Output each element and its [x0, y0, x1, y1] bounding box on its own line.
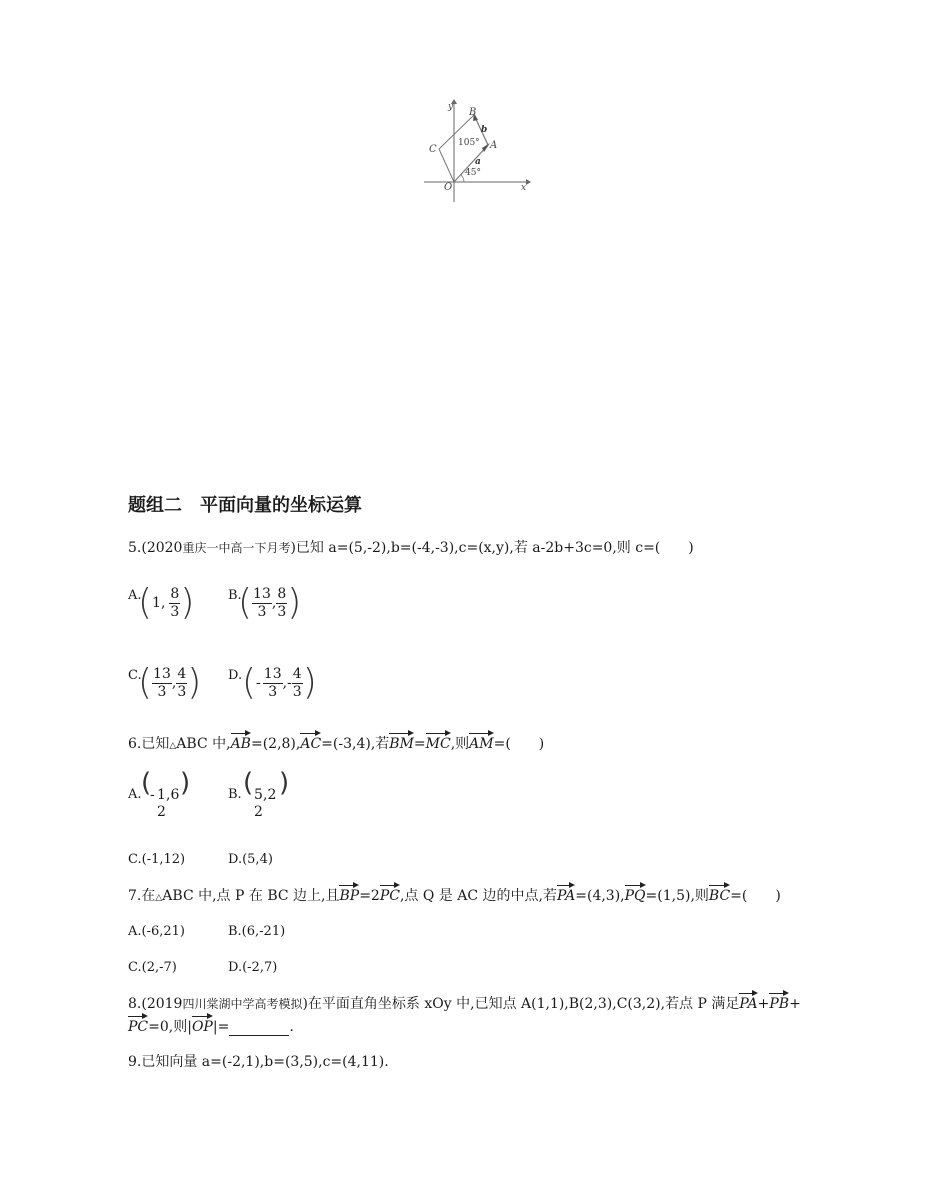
denominator: 3 [268, 683, 278, 700]
minus: - [256, 675, 261, 691]
text: =(-3,4),若 [321, 736, 390, 752]
vector-OP: OP [191, 1019, 213, 1035]
denominator: 3 [277, 603, 287, 620]
angle-45-label: 45° [465, 168, 481, 178]
q5-A-fraction [169, 586, 180, 621]
vector-PB: PB [769, 996, 790, 1012]
vector-PC: PC [128, 1019, 149, 1035]
denominator: 3 [177, 683, 187, 700]
q7-option-C: C.(2,-7) [128, 960, 177, 975]
vector-PC: PC [379, 888, 400, 904]
q5-option-A [138, 582, 195, 623]
plus: + [757, 996, 770, 1012]
q6-A-rest: ,6 [166, 787, 180, 803]
q5-option-D-label: D. [228, 668, 243, 683]
numerator: 13 [153, 665, 171, 682]
vector-AC: AC [300, 736, 322, 752]
q6-A-minus: - [150, 787, 155, 803]
q5-B-fraction-1 [252, 586, 272, 621]
q6-A-den: 2 [157, 804, 166, 820]
vector-PA: PA [739, 996, 758, 1012]
q5-option-C [138, 662, 202, 703]
q5-option-B-label: B. [228, 588, 242, 603]
text: ,点 Q 是 AC 边的中点,若 [399, 888, 557, 904]
text: ,则 [450, 736, 470, 752]
question-6 [128, 735, 544, 755]
numerator: 13 [253, 585, 271, 602]
q7-option-B: B.(6,-21) [228, 924, 286, 939]
right-paren: ) [302, 662, 317, 703]
question-8-line-2 [128, 1018, 294, 1036]
vector-BC: BC [708, 888, 731, 904]
left-paren: ( [242, 662, 257, 703]
text: )在平面直角坐标系 xOy 中,已知点 A(1,1),B(2,3),C(3,2),若点 P 满足 [302, 996, 740, 1012]
label-B: B [469, 107, 477, 118]
vector-figure [420, 98, 532, 204]
numerator: 4 [292, 665, 302, 682]
q6-option-A-label: A. [128, 787, 142, 802]
numerator: 13 [263, 665, 282, 682]
vector-PA: PA [557, 888, 576, 904]
label-a: a [475, 157, 481, 167]
question-5 [128, 539, 694, 557]
denominator: 3 [292, 683, 302, 700]
q6-option-D: D.(5,4) [228, 852, 273, 867]
q6-B-rest: ,2 [263, 787, 277, 803]
question-7 [128, 887, 781, 907]
q6-option-B-label: B. [228, 787, 242, 802]
text: =2 [359, 888, 380, 904]
left-paren: ( [243, 768, 254, 798]
label-x: x [521, 183, 527, 193]
q7-option-D: D.(-2,7) [228, 960, 278, 975]
vector-AB: AB [230, 736, 251, 752]
numerator: 4 [177, 665, 187, 682]
label-C: C [429, 144, 437, 155]
label-A: A [490, 140, 498, 151]
right-paren: ) [187, 662, 202, 703]
q5-D-fraction-1 [263, 666, 283, 701]
right-paren: ) [279, 768, 290, 798]
numerator: 8 [277, 585, 287, 602]
label-O: O [444, 182, 453, 193]
vector-PQ: PQ [624, 888, 646, 904]
left-paren: ( [141, 768, 152, 798]
q5-option-D [242, 662, 317, 703]
question-8-line-1 [128, 995, 801, 1013]
q5-prefix: 5.(2020 [128, 540, 183, 556]
text: 8.(2019 [128, 996, 183, 1012]
left-paren: ( [138, 662, 153, 703]
q6-B-num: 5 [254, 787, 263, 803]
right-paren: ) [180, 768, 191, 798]
q6-A-num: 1 [157, 787, 166, 803]
q8-source: 四川棠湖中学高考模拟 [182, 997, 303, 1011]
denominator: 3 [257, 603, 267, 620]
denominator: 3 [157, 683, 167, 700]
text: = [413, 736, 426, 752]
q5-C-fraction-2 [176, 666, 187, 701]
q5-option-A-label: A. [128, 588, 142, 603]
q6-B-den: 2 [254, 804, 263, 820]
q5-B-fraction-2 [276, 586, 287, 621]
vector-AM: AM [469, 736, 494, 752]
vector-BP: BP [339, 888, 360, 904]
comma: , [171, 675, 177, 691]
text: |= [212, 1019, 230, 1035]
q7-option-A: A.(-6,21) [128, 924, 186, 939]
q5-D-fraction-2 [292, 666, 303, 701]
text: =0,则| [148, 1019, 192, 1035]
numerator: 8 [170, 585, 180, 602]
section-title: 题组二 平面向量的坐标运算 [128, 495, 362, 516]
denominator: 3 [170, 603, 180, 620]
x-axis-arrow [526, 179, 531, 185]
text: =( ) [730, 888, 781, 904]
text: . [289, 1019, 294, 1035]
triangle-icon: △ [155, 893, 163, 903]
left-paren: ( [238, 582, 253, 623]
angle-105-label: 105° [458, 138, 480, 148]
text: 6.已知 [128, 736, 170, 752]
plus: + [789, 996, 801, 1012]
text: =(2,8), [250, 736, 301, 752]
label-b: b [481, 125, 488, 135]
side-CO [439, 149, 454, 182]
text: 7.在 [128, 888, 156, 904]
q5-option-C-label: C. [128, 668, 142, 683]
right-paren: ) [180, 582, 195, 623]
q5-C-fraction-1 [152, 666, 172, 701]
q5-source: 重庆一中高一下月考 [182, 541, 291, 555]
text: ABC 中, [176, 736, 231, 752]
triangle-icon: △ [169, 741, 177, 751]
comma-minus: ,- [282, 675, 292, 691]
text: ABC 中,点 P 在 BC 边上,且 [162, 888, 340, 904]
q5-A-first: 1, [152, 595, 166, 611]
text: =(1,5),则 [645, 888, 709, 904]
q5-stem: )已知 a=(5,-2),b=(-4,-3),c=(x,y),若 a-2b+3c=0,则 c=( ) [290, 540, 694, 556]
comma: , [271, 595, 277, 611]
text: =(4,3), [575, 888, 625, 904]
text: =( ) [493, 736, 545, 752]
answer-blank[interactable] [229, 1021, 289, 1036]
right-paren: ) [287, 582, 302, 623]
label-y: y [448, 102, 454, 112]
question-9: 9.已知向量 a=(-2,1),b=(3,5),c=(4,11). [128, 1054, 389, 1070]
vector-BM: BM [389, 736, 414, 752]
angle-45-arc [461, 175, 464, 182]
left-paren: ( [138, 582, 153, 623]
q6-option-C: C.(-1,12) [128, 852, 186, 867]
q5-option-B [238, 582, 302, 623]
vector-MC: MC [425, 736, 451, 752]
